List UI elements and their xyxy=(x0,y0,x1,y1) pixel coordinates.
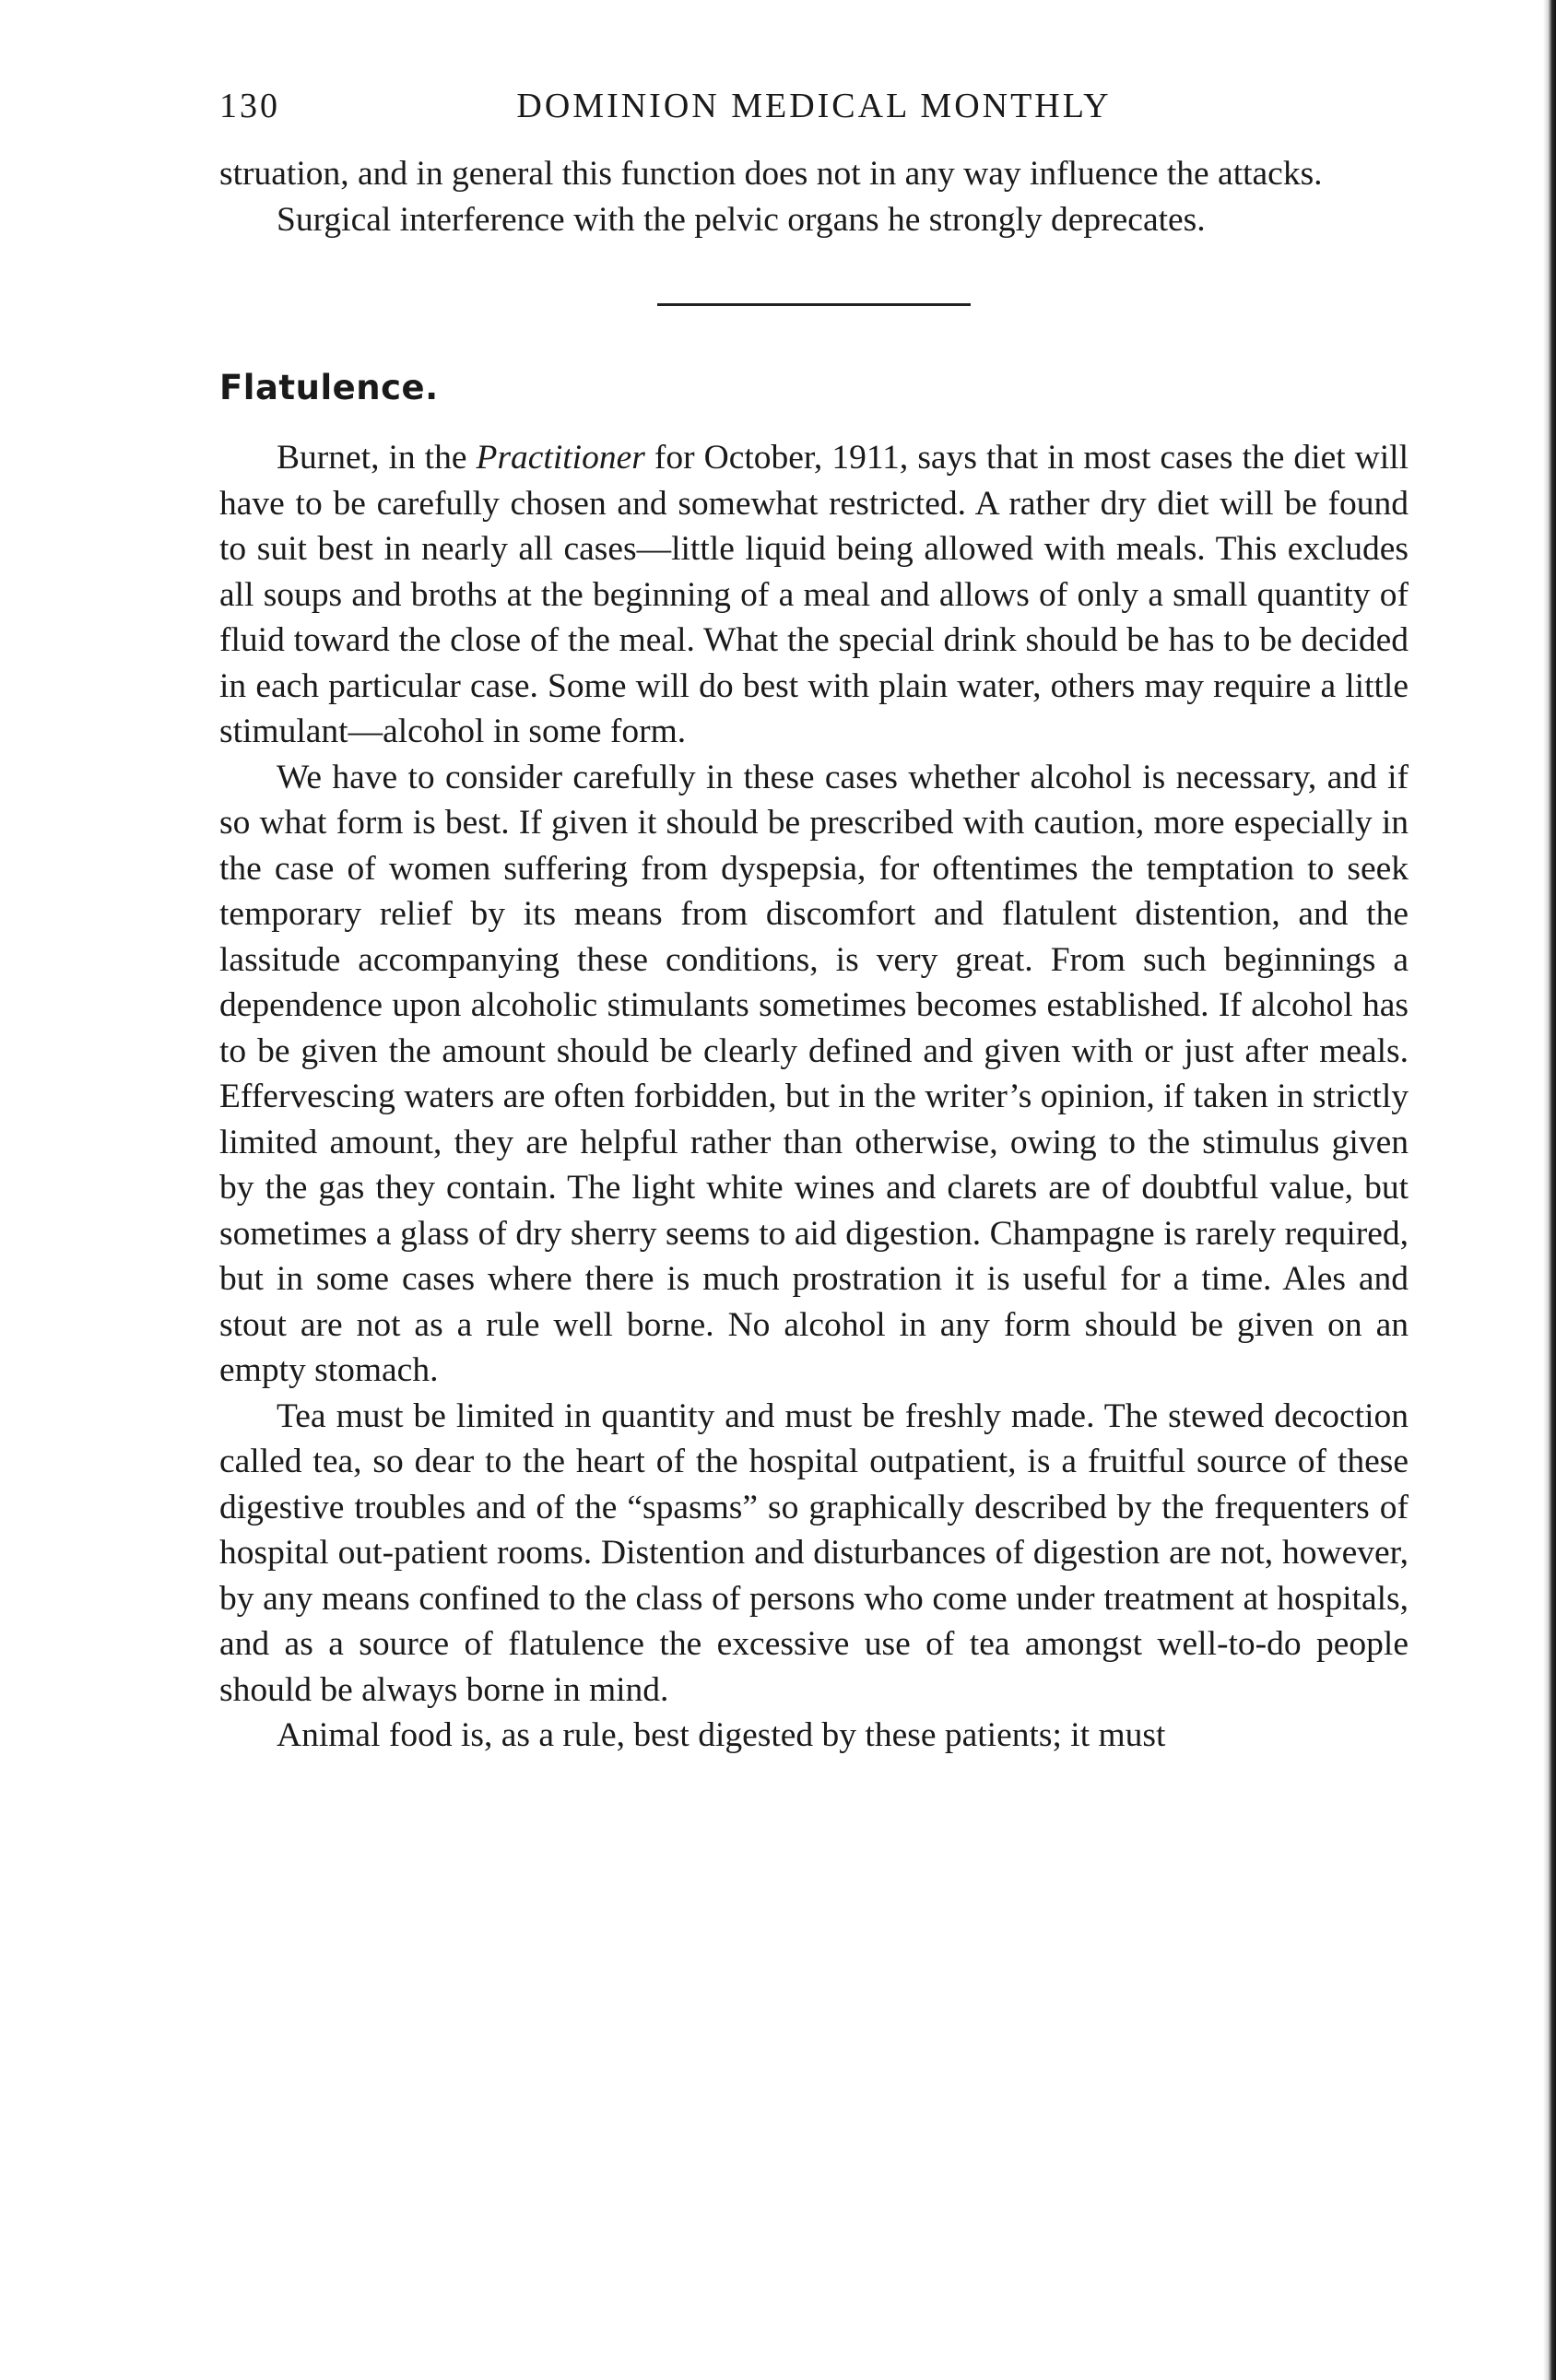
body-paragraph-4: Animal food is, as a rule, best digested by these patients; it must xyxy=(277,1716,1166,1754)
page-number: 130 xyxy=(219,87,280,125)
intro-paragraph-1: struation, and in general this function does not in any way influence the attacks. xyxy=(219,155,1323,193)
paragraph-1-start: Burnet, in the xyxy=(277,439,477,477)
body-paragraph-3: Tea must be limited in quantity and must be freshly made. The stewed decoction called tea, so dear to the heart of the hospital outpatient, is a fruitful source of these digestive troubles and of the “spasms” so graphically described by the frequenters of hospital out-patient rooms. Distention and disturbances of digestion are not, however, by any means confined to the class of persons who come under treatment at hospitals, and as a source of flatulence the excessive use of tea amongst well-to-do people should be always borne in mind. xyxy=(219,1396,1409,1709)
running-head xyxy=(219,74,1409,138)
intro-text xyxy=(219,151,1409,242)
section-heading: Flatulence. xyxy=(219,368,439,407)
paragraph-1-rest: for October, 1911, says that in most cases the diet will have to be carefully chosen and somewhat restricted. A rather dry diet will be found to suit best in nearly all cases—little liquid being allowed with meals. This excludes all soups and broths at the beginning of a meal and allows of only a small quantity of fluid toward the close of the meal. What the special drink should be has to be decided in each particular case. Some will do best with plain water, others may require a little stimulant—alcohol in some form. xyxy=(219,439,1409,750)
body-paragraph-2: We have to consider carefully in these cases whether alcohol is necessary, and if so what form is best. If given it should be prescribed with caution, more especially in the case of women suffering from dyspepsia, for oftentimes the temptation to seek temporary relief by its means from discomfort and flatulent distention, and the lassitude accompanying these conditions, is very great. From such beginnings a dependence upon alcoholic stimulants sometimes becomes established. If alcohol has to be given the amount should be clearly defined and given with or just after meals. Effervescing waters are often forbidden, but in the writer’s opinion, if taken in strictly limited amount, they are helpful rather than otherwise, owing to the stimulus given by the gas they contain. The light white wines and clarets are of doubtful value, but sometimes a glass of dry sherry seems to aid digestion. Champagne is rarely required, but in some cases where there is much prostration it is useful for a time. Ales and stout are not as a rule well borne. No alcohol in any form should be given on an empty stomach. xyxy=(219,758,1409,1389)
book-page xyxy=(219,74,1409,1759)
body-paragraph-1 xyxy=(219,435,1409,755)
journal-title: DOMINION MEDICAL MONTHLY xyxy=(516,87,1112,125)
section-divider xyxy=(657,303,971,306)
page-edge xyxy=(1543,0,1556,2380)
journal-citation: Practitioner xyxy=(476,439,645,477)
intro-paragraph-2: Surgical interference with the pelvic organs he strongly deprecates. xyxy=(277,200,1206,239)
body-text xyxy=(219,435,1409,1759)
